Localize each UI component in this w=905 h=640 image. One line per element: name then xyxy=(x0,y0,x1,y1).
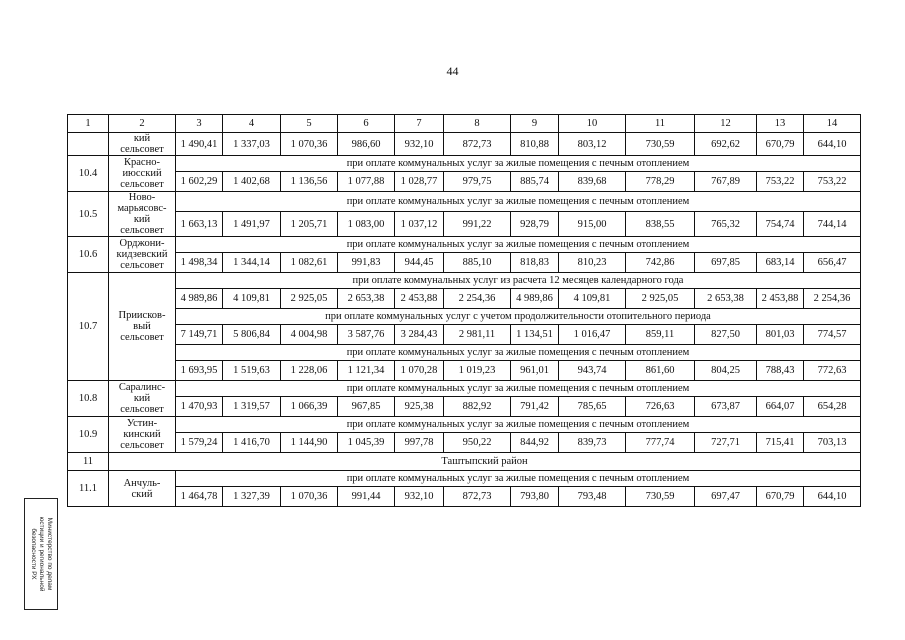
value-cell: 2 981,11 xyxy=(444,325,511,345)
ministry-stamp xyxy=(24,498,58,610)
value-cell: 1 016,47 xyxy=(559,325,626,345)
value-cell: 1 693,95 xyxy=(176,361,223,381)
value-cell: 1 144,90 xyxy=(281,433,338,453)
value-cell: 2 925,05 xyxy=(281,289,338,309)
row-number: 11.1 xyxy=(68,471,109,507)
value-cell: 803,12 xyxy=(559,133,626,156)
value-cell: 670,79 xyxy=(757,487,804,507)
value-cell: 844,92 xyxy=(511,433,559,453)
value-cell: 1 490,41 xyxy=(176,133,223,156)
value-cell: 991,83 xyxy=(338,253,395,273)
value-cell: 654,28 xyxy=(804,397,861,417)
value-cell: 2 453,88 xyxy=(757,289,804,309)
header-cell: 6 xyxy=(338,115,395,133)
value-row xyxy=(68,487,861,507)
value-cell: 925,38 xyxy=(395,397,444,417)
header-cell: 12 xyxy=(695,115,757,133)
value-cell: 932,10 xyxy=(395,133,444,156)
value-cell: 673,87 xyxy=(695,397,757,417)
value-cell: 767,89 xyxy=(695,172,757,192)
value-cell: 7 149,71 xyxy=(176,325,223,345)
row-number: 10.9 xyxy=(68,417,109,453)
value-cell: 1 037,12 xyxy=(395,212,444,237)
value-cell: 644,10 xyxy=(804,487,861,507)
value-cell: 839,68 xyxy=(559,172,626,192)
value-cell: 818,83 xyxy=(511,253,559,273)
value-cell: 697,85 xyxy=(695,253,757,273)
value-cell: 991,22 xyxy=(444,212,511,237)
value-cell: 1 136,56 xyxy=(281,172,338,192)
council-name: Ново- марьясовс- кий сельсовет xyxy=(109,192,176,237)
row-number: 10.8 xyxy=(68,381,109,417)
value-cell: 885,10 xyxy=(444,253,511,273)
value-cell: 772,63 xyxy=(804,361,861,381)
value-cell: 754,74 xyxy=(757,212,804,237)
value-cell: 726,63 xyxy=(626,397,695,417)
value-cell: 885,74 xyxy=(511,172,559,192)
value-cell: 1 498,34 xyxy=(176,253,223,273)
value-cell: 656,47 xyxy=(804,253,861,273)
value-cell: 1 083,00 xyxy=(338,212,395,237)
note-row xyxy=(68,381,861,397)
value-row xyxy=(68,433,861,453)
value-cell: 5 806,84 xyxy=(223,325,281,345)
value-cell: 793,80 xyxy=(511,487,559,507)
header-cell: 7 xyxy=(395,115,444,133)
value-cell: 644,10 xyxy=(804,133,861,156)
tariff-condition: при оплате коммунальных услуг за жилые помещения с печным отоплением xyxy=(176,417,861,433)
value-cell: 692,62 xyxy=(695,133,757,156)
value-row xyxy=(68,289,861,309)
value-cell: 1 077,88 xyxy=(338,172,395,192)
value-cell: 1 519,63 xyxy=(223,361,281,381)
council-name: Анчуль- ский xyxy=(109,471,176,507)
header-cell: 8 xyxy=(444,115,511,133)
value-cell: 1 579,24 xyxy=(176,433,223,453)
value-cell: 788,43 xyxy=(757,361,804,381)
note-row xyxy=(68,471,861,487)
value-cell: 742,86 xyxy=(626,253,695,273)
section-title: Таштыпский район xyxy=(109,453,861,471)
value-cell: 872,73 xyxy=(444,133,511,156)
value-cell: 1 327,39 xyxy=(223,487,281,507)
tariff-condition: при оплате коммунальных услуг за жилые помещения с печным отоплением xyxy=(176,345,861,361)
value-cell: 967,85 xyxy=(338,397,395,417)
value-cell: 810,88 xyxy=(511,133,559,156)
row-number xyxy=(68,133,109,156)
value-cell: 1 028,77 xyxy=(395,172,444,192)
value-cell: 991,44 xyxy=(338,487,395,507)
value-cell: 715,41 xyxy=(757,433,804,453)
value-cell: 2 653,38 xyxy=(338,289,395,309)
value-row xyxy=(68,172,861,192)
council-name: Приисков- вый сельсовет xyxy=(109,273,176,381)
value-cell: 777,74 xyxy=(626,433,695,453)
value-cell: 932,10 xyxy=(395,487,444,507)
value-cell: 882,92 xyxy=(444,397,511,417)
value-cell: 1 228,06 xyxy=(281,361,338,381)
value-cell: 791,42 xyxy=(511,397,559,417)
row-number: 10.6 xyxy=(68,237,109,273)
value-cell: 730,59 xyxy=(626,133,695,156)
value-cell: 1 470,93 xyxy=(176,397,223,417)
value-cell: 1 070,36 xyxy=(281,487,338,507)
council-name: Красно- июсский сельсовет xyxy=(109,156,176,192)
council-name: Саралинс- кий сельсовет xyxy=(109,381,176,417)
value-cell: 727,71 xyxy=(695,433,757,453)
value-cell: 943,74 xyxy=(559,361,626,381)
value-row xyxy=(68,212,861,237)
header-cell: 4 xyxy=(223,115,281,133)
value-cell: 744,14 xyxy=(804,212,861,237)
header-cell: 1 xyxy=(68,115,109,133)
value-cell: 2 254,36 xyxy=(444,289,511,309)
tariff-condition: при оплате коммунальных услуг за жилые помещения с печным отоплением xyxy=(176,471,861,487)
header-cell: 3 xyxy=(176,115,223,133)
value-cell: 1 070,36 xyxy=(281,133,338,156)
value-cell: 4 989,86 xyxy=(511,289,559,309)
tariff-condition: при оплате коммунальных услуг с учетом продолжительности отопительного периода xyxy=(176,309,861,325)
value-cell: 730,59 xyxy=(626,487,695,507)
row-number: 11 xyxy=(68,453,109,471)
tariff-condition: при оплате коммунальных услуг за жилые помещения с печным отоплением xyxy=(176,381,861,397)
value-cell: 4 109,81 xyxy=(223,289,281,309)
value-cell: 1 134,51 xyxy=(511,325,559,345)
row-number: 10.7 xyxy=(68,273,109,381)
value-cell: 1 070,28 xyxy=(395,361,444,381)
value-cell: 1 045,39 xyxy=(338,433,395,453)
header-cell: 9 xyxy=(511,115,559,133)
value-cell: 950,22 xyxy=(444,433,511,453)
value-cell: 1 205,71 xyxy=(281,212,338,237)
value-cell: 810,23 xyxy=(559,253,626,273)
row-number: 10.5 xyxy=(68,192,109,237)
value-cell: 1 416,70 xyxy=(223,433,281,453)
value-cell: 801,03 xyxy=(757,325,804,345)
note-row xyxy=(68,417,861,433)
header-row xyxy=(68,115,861,133)
tariff-condition: при оплате коммунальных услуг за жилые помещения с печным отоплением xyxy=(176,192,861,212)
row-number: 10.4 xyxy=(68,156,109,192)
value-cell: 664,07 xyxy=(757,397,804,417)
value-cell: 944,45 xyxy=(395,253,444,273)
value-cell: 1 066,39 xyxy=(281,397,338,417)
value-cell: 4 109,81 xyxy=(559,289,626,309)
value-cell: 683,14 xyxy=(757,253,804,273)
value-cell: 4 989,86 xyxy=(176,289,223,309)
value-row xyxy=(68,325,861,345)
value-cell: 861,60 xyxy=(626,361,695,381)
note-row xyxy=(68,156,861,172)
note-row xyxy=(68,273,861,289)
value-cell: 1 344,14 xyxy=(223,253,281,273)
value-cell: 1 019,23 xyxy=(444,361,511,381)
stamp-text: Министерство по делам юстиции и региональной безопасности РХ xyxy=(30,516,53,592)
value-cell: 804,25 xyxy=(695,361,757,381)
value-cell: 872,73 xyxy=(444,487,511,507)
value-row xyxy=(68,253,861,273)
value-cell: 859,11 xyxy=(626,325,695,345)
value-cell: 2 254,36 xyxy=(804,289,861,309)
value-cell: 827,50 xyxy=(695,325,757,345)
value-cell: 997,78 xyxy=(395,433,444,453)
header-cell: 10 xyxy=(559,115,626,133)
value-cell: 774,57 xyxy=(804,325,861,345)
value-cell: 1 319,57 xyxy=(223,397,281,417)
value-cell: 2 925,05 xyxy=(626,289,695,309)
value-cell: 697,47 xyxy=(695,487,757,507)
value-cell: 778,29 xyxy=(626,172,695,192)
value-cell: 1 337,03 xyxy=(223,133,281,156)
value-row xyxy=(68,397,861,417)
council-name: Орджони- кидзевский сельсовет xyxy=(109,237,176,273)
tariff-table xyxy=(67,114,861,507)
header-cell: 14 xyxy=(804,115,861,133)
value-cell: 1 082,61 xyxy=(281,253,338,273)
value-cell: 839,73 xyxy=(559,433,626,453)
value-cell: 4 004,98 xyxy=(281,325,338,345)
note-row xyxy=(68,345,861,361)
value-cell: 793,48 xyxy=(559,487,626,507)
value-cell: 753,22 xyxy=(757,172,804,192)
value-row xyxy=(68,133,861,156)
value-cell: 670,79 xyxy=(757,133,804,156)
value-cell: 1 121,34 xyxy=(338,361,395,381)
value-cell: 2 453,88 xyxy=(395,289,444,309)
tariff-condition: при оплате коммунальных услуг за жилые помещения с печным отоплением xyxy=(176,156,861,172)
value-cell: 1 402,68 xyxy=(223,172,281,192)
value-cell: 1 663,13 xyxy=(176,212,223,237)
value-cell: 961,01 xyxy=(511,361,559,381)
value-cell: 1 464,78 xyxy=(176,487,223,507)
note-row xyxy=(68,309,861,325)
value-cell: 785,65 xyxy=(559,397,626,417)
value-cell: 3 284,43 xyxy=(395,325,444,345)
value-cell: 1 491,97 xyxy=(223,212,281,237)
value-cell: 915,00 xyxy=(559,212,626,237)
value-cell: 838,55 xyxy=(626,212,695,237)
header-cell: 5 xyxy=(281,115,338,133)
council-name: Устин- кинский сельсовет xyxy=(109,417,176,453)
header-cell: 2 xyxy=(109,115,176,133)
value-cell: 1 602,29 xyxy=(176,172,223,192)
value-cell: 703,13 xyxy=(804,433,861,453)
note-row xyxy=(68,237,861,253)
header-cell: 11 xyxy=(626,115,695,133)
value-cell: 765,32 xyxy=(695,212,757,237)
section-row xyxy=(68,453,861,471)
page-number: 44 xyxy=(446,64,459,78)
council-name: кий сельсовет xyxy=(109,133,176,156)
value-cell: 3 587,76 xyxy=(338,325,395,345)
header-cell: 13 xyxy=(757,115,804,133)
tariff-condition: при оплате коммунальных услуг из расчета 12 месяцев календарного года xyxy=(176,273,861,289)
tariff-condition: при оплате коммунальных услуг за жилые помещения с печным отоплением xyxy=(176,237,861,253)
value-cell: 2 653,38 xyxy=(695,289,757,309)
value-cell: 753,22 xyxy=(804,172,861,192)
value-cell: 986,60 xyxy=(338,133,395,156)
value-cell: 928,79 xyxy=(511,212,559,237)
value-row xyxy=(68,361,861,381)
note-row xyxy=(68,192,861,212)
value-cell: 979,75 xyxy=(444,172,511,192)
